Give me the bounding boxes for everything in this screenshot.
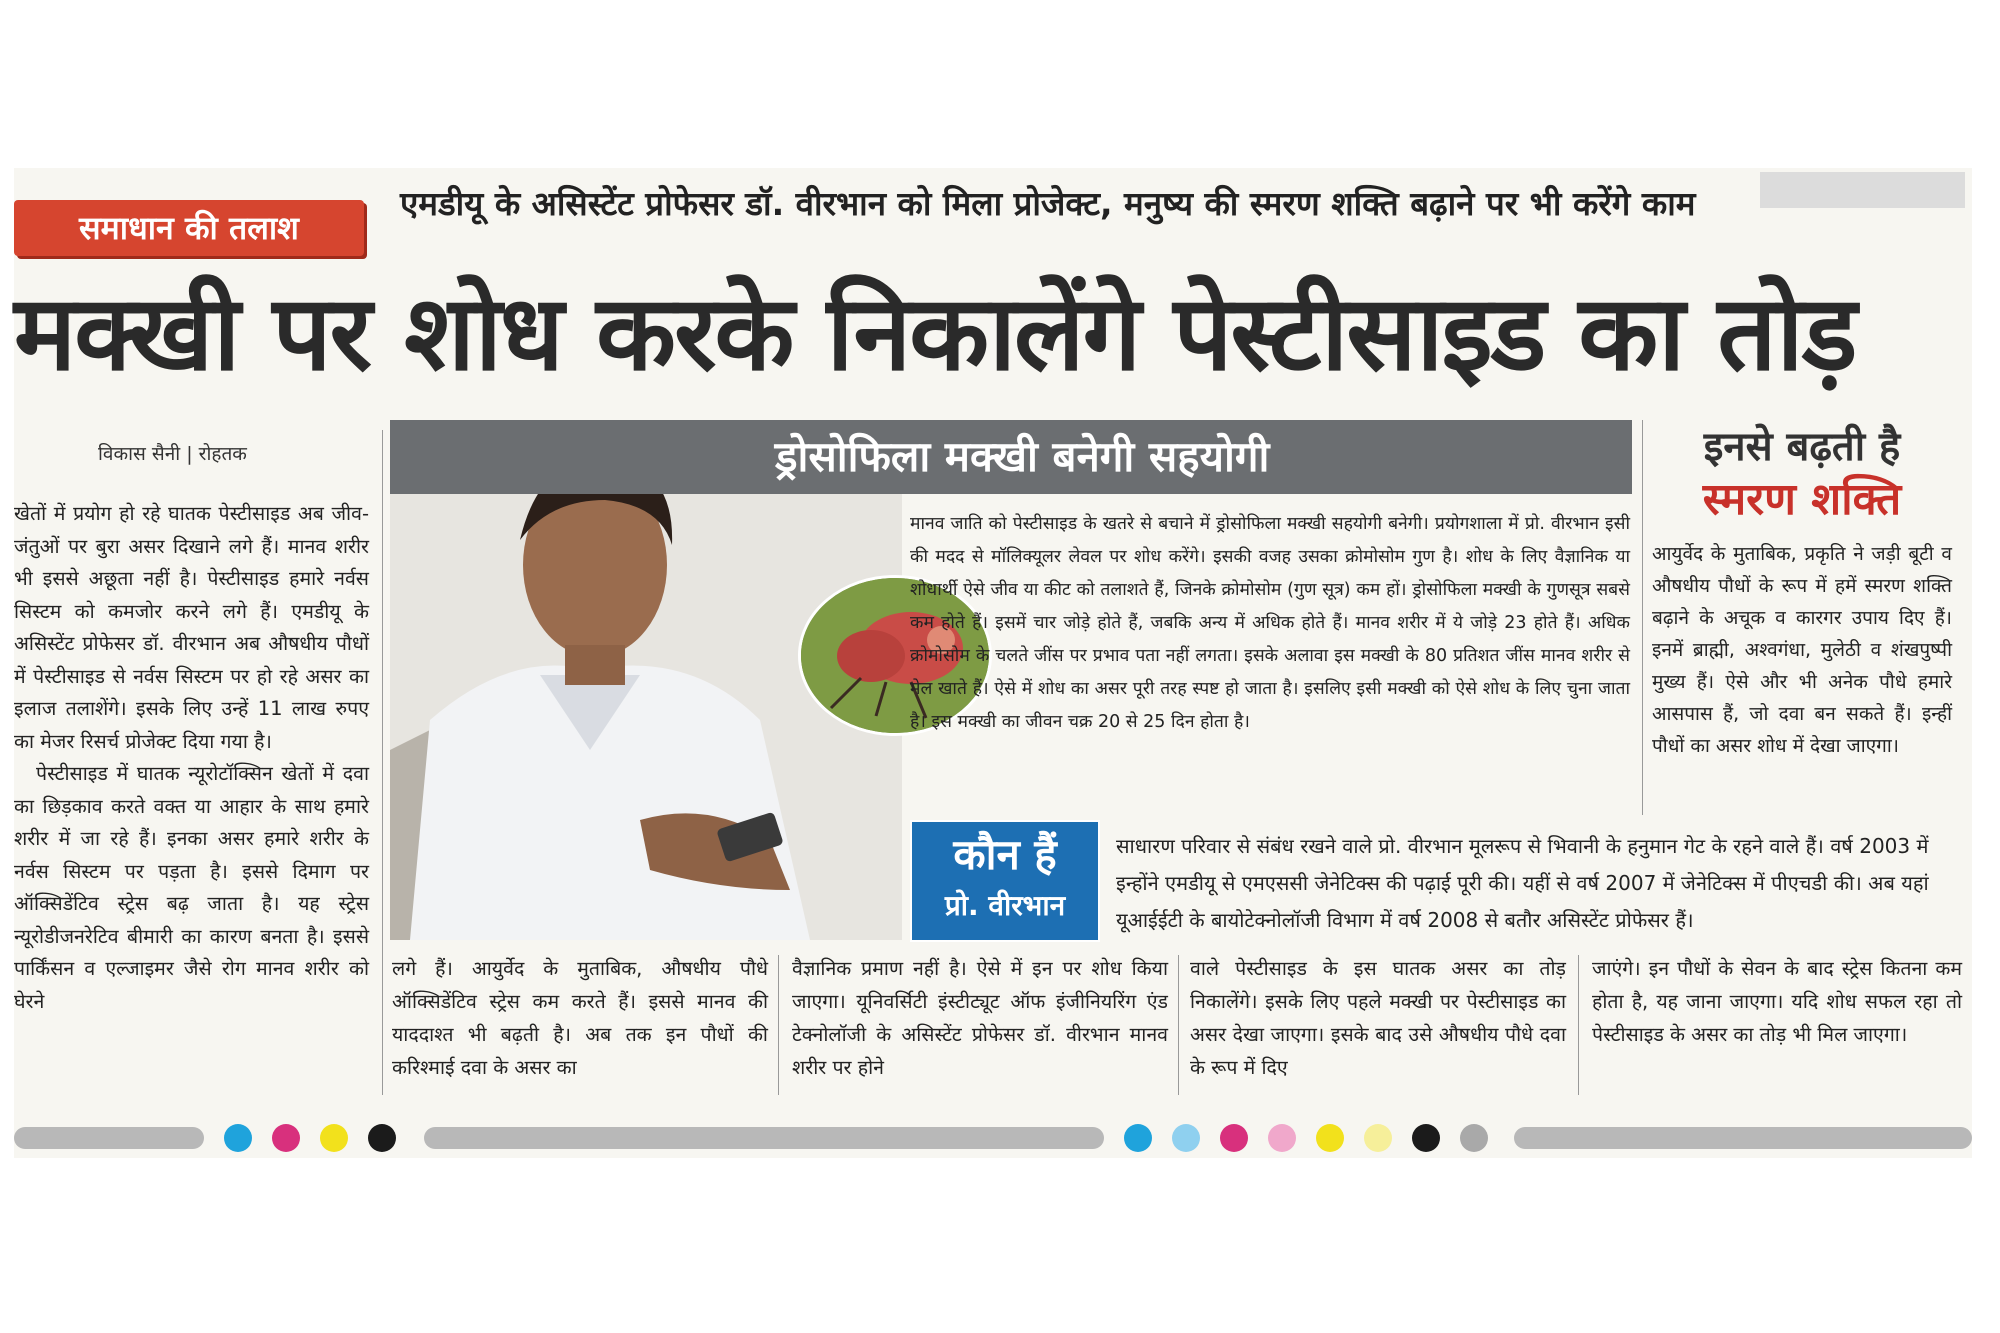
column-rule [778, 955, 779, 1095]
cyan-dot [1124, 1124, 1152, 1152]
main-column [14, 498, 369, 1018]
print-registration-bar [14, 1120, 1972, 1150]
grey-dot [1460, 1124, 1488, 1152]
paragraph: पेस्टीसाइड में घातक न्यूरोटॉक्सिन खेतों में दवा का छिड़काव करते वक्त या आहार के साथ हमारे शरीर में जा रहे हैं। इनका असर हमारे शरीर के नर्वस सिस्टम पर पड़ता है। इससे दिमाग पर ऑक्सिडेंटिव स्ट्रेस बढ़ जाता है। यह स्ट्रेस न्यूरोडीजनरेटिव बीमारी का कारण बनता है। इससे पार्किंसन व एल्जाइमर जैसे रोग मानव शरीर को घेरने [14, 762, 369, 1013]
registration-pill [14, 1127, 204, 1149]
lower-column-3: वाले पेस्टीसाइड के इस घातक असर का तोड़ निकालेंगे। इसके लिए पहले मक्खी पर पेस्टीसाइड का असर देखा जाएगा। इसके बाद उसे औषधीय पौधे दवा के रूप में दिए [1190, 957, 1566, 1079]
who-box [910, 820, 1100, 942]
column-rule [1178, 955, 1179, 1095]
main-headline: मक्खी पर शोध करके निकालेंगे पेस्टीसाइड का तोड़ [14, 272, 1856, 394]
who-text: साधारण परिवार से संबंध रखने वाले प्रो. वीरभान मूलरूप से भिवानी के हनुमान गेट के रहने वाले हैं। वर्ष 2003 में इन्होंने एमडीयू से एमएससी जेनेटिक्स की पढ़ाई पूरी की। यहीं से वर्ष 2007 में जेनेटिक्स में पीएचडी की। अब यहां यूआईईटी के बायोटेक्नोलॉजी विभाग में वर्ष 2008 से बतौर असिस्टेंट प्रोफेसर हैं। [1116, 834, 1929, 932]
who-question: कौन हैं [953, 830, 1057, 879]
panel-title: ड्रोसोफिला मक्खी बनेगी सहयोगी [775, 432, 1270, 481]
section-kicker: समाधान की तलाश [14, 200, 364, 256]
paragraph: खेतों में प्रयोग हो रहे घातक पेस्टीसाइड अब जीव-जंतुओं पर बुरा असर दिखाने लगे हैं। मानव शरीर भी इससे अछूता नहीं है। पेस्टीसाइड हमारे नर्वस सिस्टम को कमजोर करने लगे हैं। एमडीयू के असिस्टेंट प्रोफेसर डॉ. वीरभान अब औषधीय पौधों में पेस्टीसाइड से नर्वस सिस्टम पर हो रहे असर का इलाज तलाशेंगे। इसके लिए उन्हें 11 लाख रुपए का मेजर रिसर्च प्रोजेक्ट दिया गया है। [14, 502, 369, 753]
magenta-dot [1220, 1124, 1248, 1152]
masthead-strip [1760, 172, 1965, 208]
light-magenta-dot [1268, 1124, 1296, 1152]
yellow-dot [320, 1124, 348, 1152]
light-cyan-dot [1172, 1124, 1200, 1152]
registration-pill [424, 1127, 1104, 1149]
sidebar-heading: इनसे बढ़ती है [1703, 424, 1901, 470]
column-rule [1578, 955, 1579, 1095]
byline: विकास सैनी | रोहतक [98, 443, 247, 465]
panel-banner [390, 420, 1632, 494]
column-rule [1642, 420, 1643, 815]
lower-column-4: जाएंगे। इन पौधों के सेवन के बाद स्ट्रेस कितना कम होता है, यह जाना जाएगा। यदि शोध सफल रहा तो पेस्टीसाइड के असर का तोड़ भी मिल जाएगा। [1592, 957, 1962, 1046]
light-yellow-dot [1364, 1124, 1392, 1152]
magenta-dot [272, 1124, 300, 1152]
cyan-dot [224, 1124, 252, 1152]
registration-pill [1514, 1127, 1972, 1149]
deck-headline: एमडीयू के असिस्टेंट प्रोफेसर डॉ. वीरभान को मिला प्रोजेक्ट, मनुष्य की स्मरण शक्ति बढ़ाने पर भी करेंगे काम [400, 184, 1696, 223]
sidebar-heading-highlight: स्मरण शक्ति [1702, 474, 1902, 525]
black-dot [1412, 1124, 1440, 1152]
lower-column-2: वैज्ञानिक प्रमाण नहीं है। ऐसे में इन पर शोध किया जाएगा। यूनिवर्सिटी इंस्टीट्यूट ऑफ इंजीनियरिंग एंड टेक्नोलॉजी के असिस्टेंट प्रोफेसर डॉ. वीरभान मानव शरीर पर होने [792, 957, 1168, 1079]
column-rule [382, 430, 383, 1095]
lower-column-1: लगे हैं। आयुर्वेद के मुताबिक, औषधीय पौधे ऑक्सिडेंटिव स्ट्रेस कम करते हैं। इससे मानव की याददाश्त भी बढ़ती है। अब तक इन पौधों की करिश्माई दवा के असर का [392, 957, 768, 1079]
who-name: प्रो. वीरभान [944, 889, 1066, 922]
black-dot [368, 1124, 396, 1152]
panel-text: मानव जाति को पेस्टीसाइड के खतरे से बचाने में ड्रोसोफिला मक्खी सहयोगी बनेगी। प्रयोगशाला में प्रो. वीरभान इसी की मदद से मॉलिक्यूलर लेवल पर शोध करेंगे। इसकी वजह उसका क्रोमोसोम गुण है। शोध के लिए वैज्ञानिक या शोधार्थी ऐसे जीव या कीट को तलाशते हैं, जिनके क्रोमोसोम (गुण सूत्र) कम हों। ड्रोसोफिला मक्खी के गुणसूत्र सबसे कम होते हैं। इसमें चार जोड़े होते हैं, जबकि अन्य में अधिक होते हैं। मानव शरीर में ये जोड़े 23 होते हैं। अधिक क्रोमोसोम के चलते जींस पर प्रभाव पता नहीं लगता। इसके अलावा इस मक्खी के 80 प्रतिशत जींस मानव शरीर से मेल खाते हैं। ऐसे में शोध का असर पूरी तरह स्पष्ट हो जाता है। इसलिए इसी मक्खी को ऐसे शोध के लिए चुना जाता है। इस मक्खी का जीवन चक्र 20 से 25 दिन होता है। [910, 514, 1630, 732]
sidebar-text: आयुर्वेद के मुताबिक, प्रकृति ने जड़ी बूटी व औषधीय पौधों के रूप में हमें स्मरण शक्ति बढ़ाने के अचूक व कारगर उपाय दिए हैं। इनमें ब्राह्मी, अश्वगंधा, मुलेठी व शंखपुष्पी मुख्य हैं। ऐसे और भी अनेक पौधे हमारे आसपास हैं, जो दवा बन सकते हैं। इन्हीं पौधों का असर शोध में देखा जाएगा। [1652, 543, 1952, 757]
yellow-dot [1316, 1124, 1344, 1152]
